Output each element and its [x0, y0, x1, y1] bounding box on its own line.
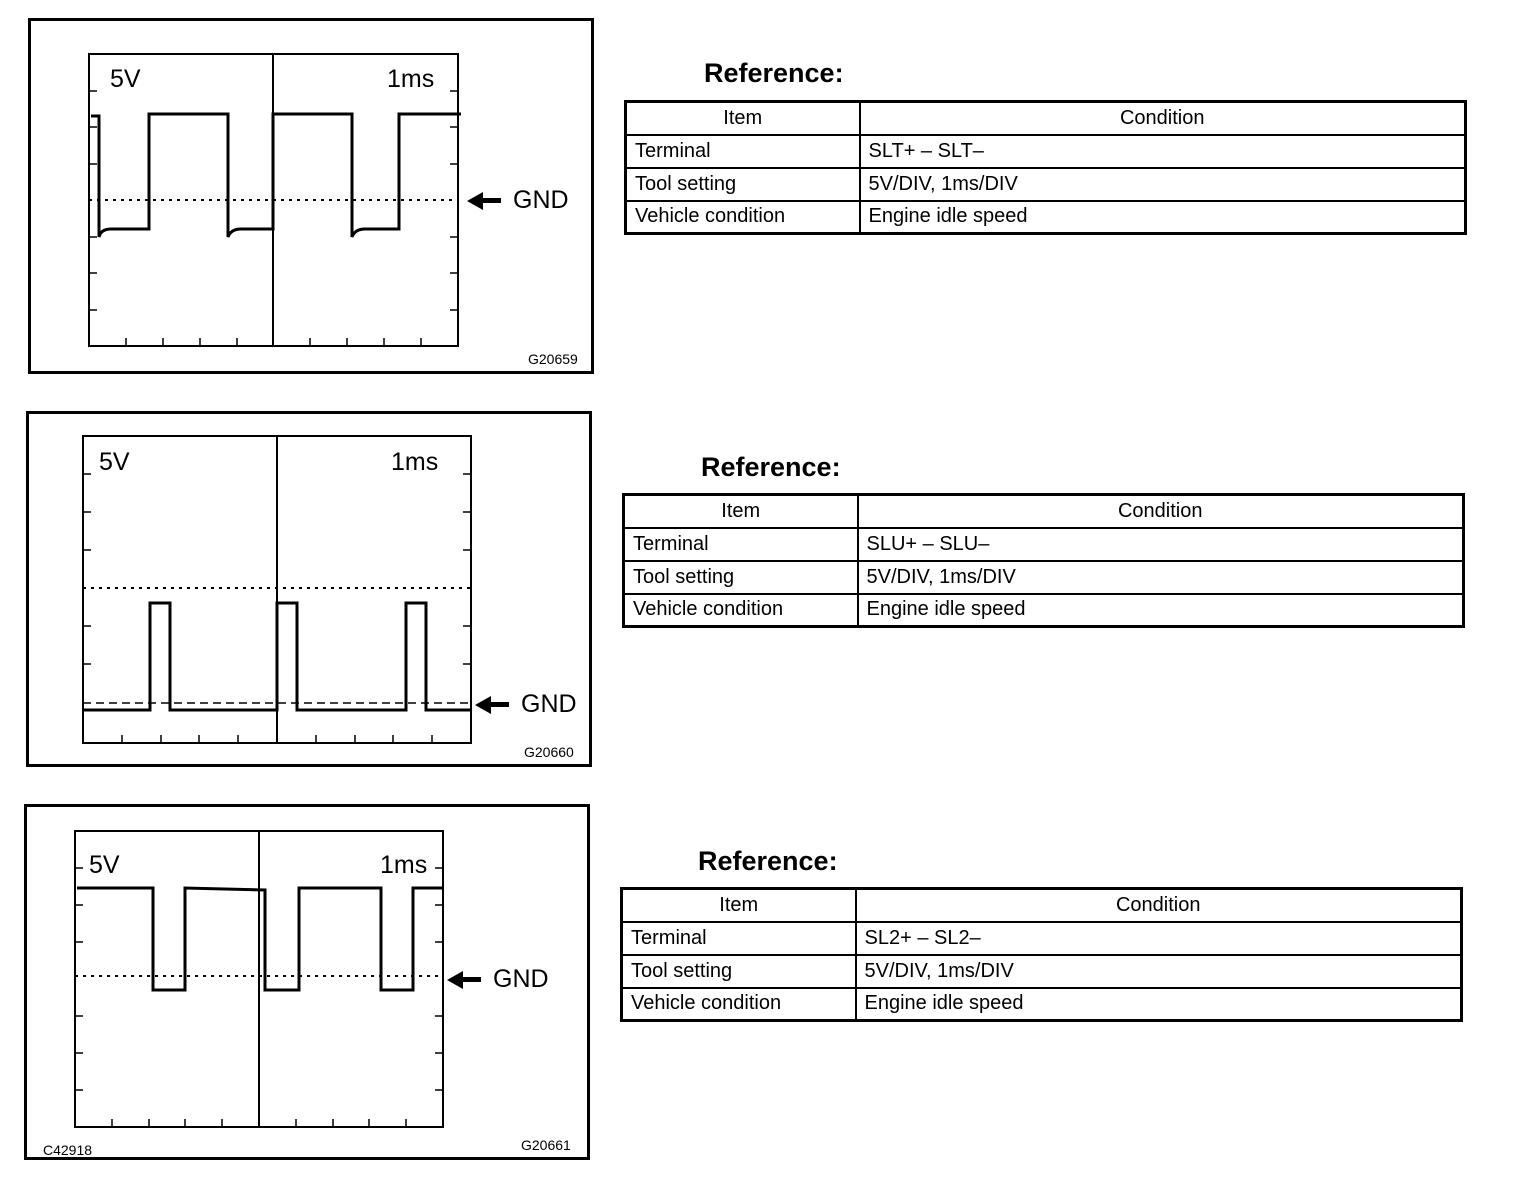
table-header-row	[626, 102, 1466, 135]
oscilloscope-frame	[24, 804, 590, 1160]
oscilloscope-frame	[26, 411, 592, 767]
volts-per-div-label: 5V	[110, 65, 141, 93]
header-item: Item	[624, 495, 858, 528]
row-item: Tool setting	[626, 168, 860, 201]
row-item: Vehicle condition	[626, 201, 860, 234]
reference-table	[624, 100, 1467, 235]
table-row	[624, 594, 1464, 627]
row-condition: SL2+ – SL2–	[856, 922, 1462, 955]
row-condition: Engine idle speed	[858, 594, 1464, 627]
table-row	[626, 168, 1466, 201]
header-item: Item	[626, 102, 860, 135]
row-condition: Engine idle speed	[860, 201, 1466, 234]
row-condition: Engine idle speed	[856, 988, 1462, 1021]
table-row	[624, 528, 1464, 561]
table-row	[626, 201, 1466, 234]
reference-title: Reference:	[704, 58, 844, 88]
row-item: Vehicle condition	[624, 594, 858, 627]
table-row	[622, 922, 1462, 955]
waveform-trace	[83, 603, 471, 710]
gnd-marker	[467, 186, 569, 215]
reference-table	[622, 493, 1465, 628]
header-condition: Condition	[856, 889, 1462, 922]
gnd-label: GND	[521, 690, 577, 718]
row-condition: SLU+ – SLU–	[858, 528, 1464, 561]
table-row	[622, 955, 1462, 988]
figure-code: G20660	[524, 744, 574, 760]
row-condition: 5V/DIV, 1ms/DIV	[858, 561, 1464, 594]
row-item: Vehicle condition	[622, 988, 856, 1021]
table-header-row	[624, 495, 1464, 528]
table-row	[624, 561, 1464, 594]
time-per-div-label: 1ms	[391, 448, 439, 476]
row-condition: 5V/DIV, 1ms/DIV	[860, 168, 1466, 201]
row-item: Terminal	[624, 528, 858, 561]
reference-title: Reference:	[698, 846, 838, 876]
figure-code: G20659	[528, 351, 578, 367]
arrow-left-icon	[467, 192, 483, 210]
table-row	[626, 135, 1466, 168]
time-per-div-label: 1ms	[387, 65, 435, 93]
time-per-div-label: 1ms	[380, 851, 428, 879]
row-item: Tool setting	[622, 955, 856, 988]
gnd-marker	[447, 965, 549, 994]
waveform-trace	[91, 114, 461, 237]
row-condition: SLT+ – SLT–	[860, 135, 1466, 168]
gnd-label: GND	[513, 186, 569, 214]
gnd-label: GND	[493, 965, 549, 993]
header-condition: Condition	[858, 495, 1464, 528]
arrow-left-icon	[447, 971, 463, 989]
header-condition: Condition	[860, 102, 1466, 135]
volts-per-div-label: 5V	[99, 448, 130, 476]
volts-per-div-label: 5V	[89, 851, 120, 879]
gnd-marker	[475, 690, 577, 719]
arrow-left-icon	[475, 696, 491, 714]
figure-code: G20661	[521, 1137, 571, 1153]
row-item: Terminal	[622, 922, 856, 955]
header-item: Item	[622, 889, 856, 922]
row-condition: 5V/DIV, 1ms/DIV	[856, 955, 1462, 988]
table-header-row	[622, 889, 1462, 922]
oscilloscope-frame	[28, 18, 594, 374]
row-item: Tool setting	[624, 561, 858, 594]
reference-table	[620, 887, 1463, 1022]
row-item: Terminal	[626, 135, 860, 168]
reference-title: Reference:	[701, 452, 841, 482]
corner-code: C42918	[43, 1142, 93, 1158]
table-row	[622, 988, 1462, 1021]
